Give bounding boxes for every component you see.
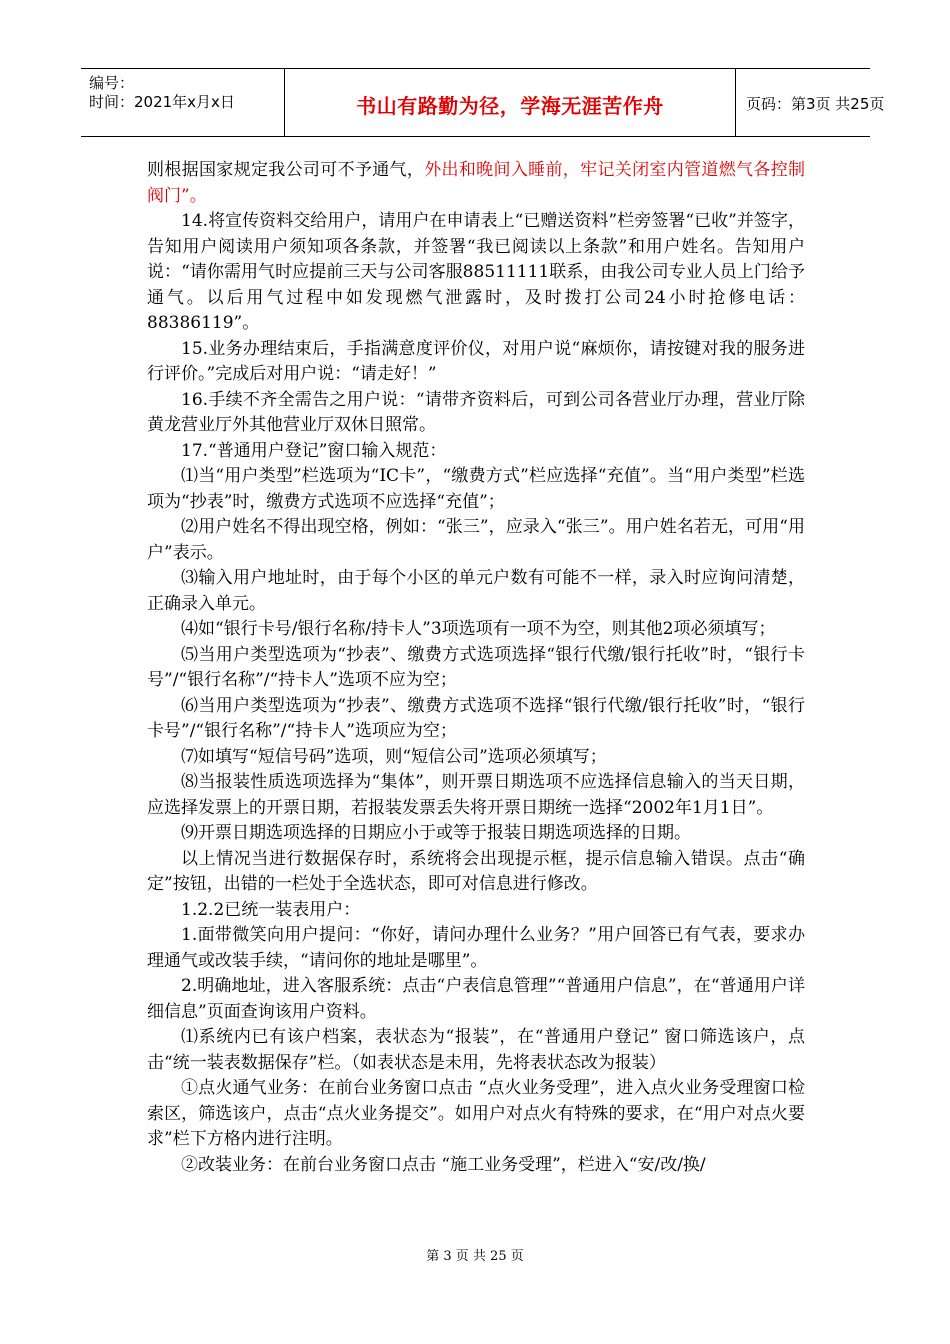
list-item: ⑻当报装性质选项选择为“集体”，则开票日期选项不应选择信息输入的当天日期，应选择发票上的开票日期，若报装发票丢失将开票日期统一选择“2002年1月1日”。	[147, 772, 805, 818]
list-item: ⑵用户姓名不得出现空格，例如：“张三”，应录入“张三”。用户姓名若无，可用“用户”表示。	[147, 517, 805, 563]
section-heading: 1.2.2已统一装表用户：	[181, 899, 361, 920]
list-item: ⑴当“用户类型”栏选项为“IC卡”，“缴费方式”栏应选择“充值”。当“用户类型”栏选项为“抄表”时，缴费方式选项不应选择“充值”；	[147, 466, 805, 512]
header-meta	[81, 69, 284, 136]
list-item: ②改装业务：在前台业务窗口点击 “施工业务受理”，栏进入“安/改/换/	[181, 1154, 706, 1175]
safety-warning: 外出和晚间入睡前，牢记关闭室内管道燃气各控制阀门”。	[147, 160, 806, 206]
list-item: ⑸当用户类型选项为“抄表”、缴费方式选项选择“银行代缴/银行托收”时，“银行卡号”/“银行名称”/“持卡人”选项不应为空；	[147, 644, 805, 690]
header-page-info: 页码：第3页 共25页	[746, 95, 885, 113]
paragraph: 以上情况当进行数据保存时，系统将会出现提示框，提示信息输入错误。点击“确定”按钮，出错的一栏处于全选状态，即可对信息进行修改。	[147, 848, 805, 894]
time-label: 时间：2021年x月x日	[89, 93, 235, 111]
paragraph: 15.业务办理结束后，手指满意度评价仪，对用户说“麻烦你，请按键对我的服务进行评价。”完成后对用户说：“请走好！”	[147, 338, 805, 384]
document-body	[147, 158, 805, 1178]
list-item: ⑹当用户类型选项为“抄表”、缴费方式选项不选择“银行代缴/银行托收”时，“银行卡号”/“银行名称”/“持卡人”选项应为空；	[147, 695, 805, 741]
header-motto: 书山有路勤为径，学海无涯苦作舟	[356, 94, 664, 118]
header-page-cell	[736, 69, 885, 136]
page-header	[81, 68, 885, 137]
list-item: ⑴系统内已有该户档案，表状态为“报装”，在“普通用户登记” 窗口筛选该户，点击“统一装表数据保存”栏。（如表状态是未用，先将表状态改为报装）	[147, 1027, 805, 1073]
list-item: ⑷如“银行卡号/银行名称/持卡人”3项选项有一项不为空，则其他2项必须填写；	[181, 619, 776, 639]
paragraph: 14.将宣传资料交给用户，请用户在申请表上“已赠送资料”栏旁签署“已收”并签字，告知用户阅读用户须知项各条款，并签署“我已阅读以上条款”和用户姓名。告知用户说：“请你需用气时应提前三天与公司客服88511111联系，由我公司专业人员上门给予通气。以后用气过程中如发现燃气泄露时，及时拨打公司24小时抢修电话：88386119”。	[147, 211, 805, 333]
header-motto-cell	[284, 69, 736, 136]
paragraph: 2.明确地址，进入客服系统：点击“户表信息管理”“普通用户信息”，在“普通用户详细信息”页面查询该用户资料。	[147, 976, 805, 1022]
paragraph: 16.手续不齐全需告之用户说：“请带齐资料后，可到公司各营业厅办理，营业厅除黄龙营业厅外其他营业厅双休日照常。	[147, 389, 805, 435]
page-footer: 第 3 页 共 25 页	[426, 1249, 524, 1264]
number-label: 编号：	[89, 74, 135, 92]
paragraph: 1.面带微笑向用户提问：“你好，请问办理什么业务？”用户回答已有气表，要求办理通气或改装手续，“请问你的地址是哪里”。	[147, 925, 805, 971]
paragraph	[147, 158, 805, 209]
paragraph-text: 则根据国家规定我公司可不予通气，	[147, 160, 425, 180]
list-item: ①点火通气业务：在前台业务窗口点击 “点火业务受理”，进入点火业务受理窗口检索区，筛选该户，点击“点火业务提交”。如用户对点火有特殊的要求，在“用户对点火要求”栏下方格内进行注明。	[147, 1078, 805, 1149]
list-item: ⑼开票日期选项选择的日期应小于或等于报装日期选项选择的日期。	[181, 823, 691, 843]
list-item: ⑺如填写“短信号码”选项，则“短信公司”选项必须填写；	[181, 746, 607, 767]
paragraph: 17.“普通用户登记”窗口输入规范：	[181, 440, 447, 461]
list-item: ⑶输入用户地址时，由于每个小区的单元户数有可能不一样，录入时应询问清楚，正确录入单元。	[147, 568, 805, 614]
